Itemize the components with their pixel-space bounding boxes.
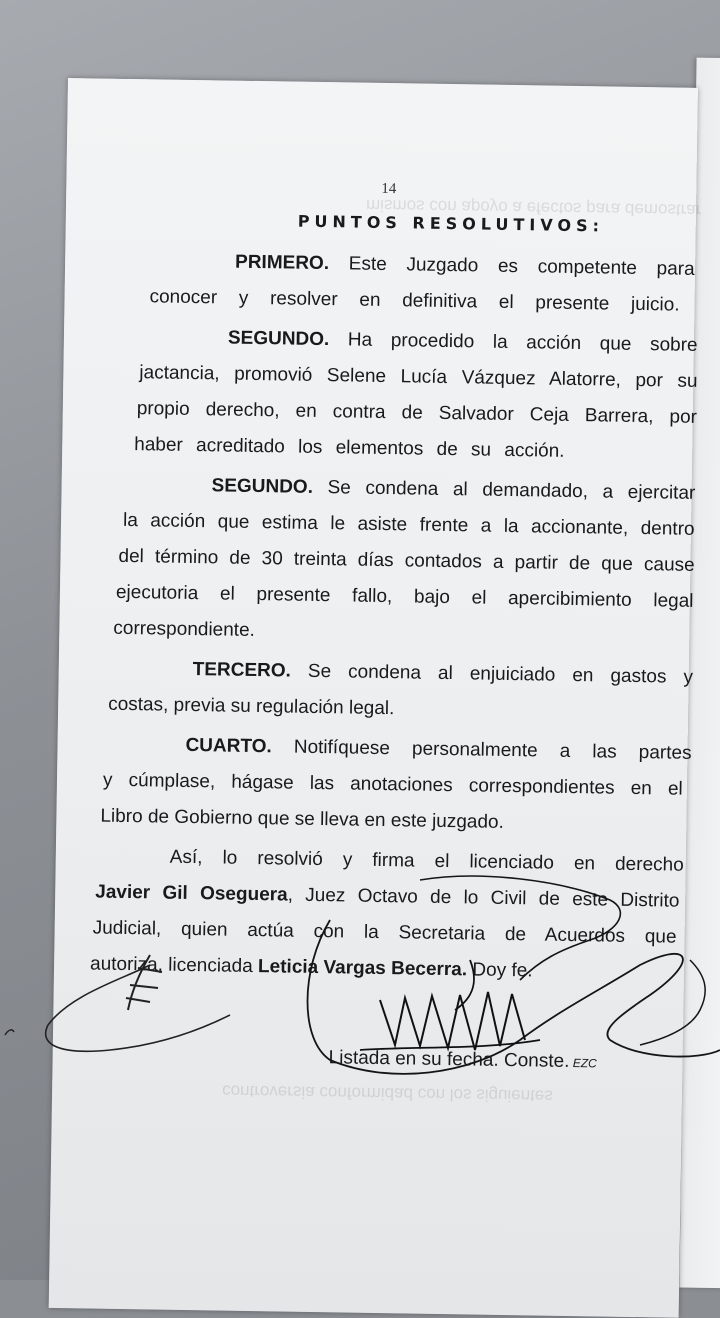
text-line: haber acreditado los elementos de su acción. xyxy=(134,434,565,462)
text-line: la acción que estima le asiste frente a la accionante, dentro xyxy=(122,509,695,540)
text-line: Así, lo resolvió y firma el licenciado en derecho xyxy=(169,846,684,876)
text-line: PRIMERO. Este Juzgado es competente para xyxy=(234,251,695,280)
bold-phrase: Leticia Vargas Becerra. xyxy=(257,956,468,981)
text-line: ejecutoria el presente fallo, bajo el apercibimiento legal xyxy=(115,581,694,612)
bold-phrase: TERCERO. xyxy=(192,659,292,682)
bold-phrase: SEGUNDO. xyxy=(211,475,314,498)
text-line: propio derecho, en contra de Salvador Ceja Barrera, por xyxy=(136,398,698,428)
text-line: y cúmplase, hágase las anotaciones correspondientes en el xyxy=(102,769,683,800)
text-line: Javier Gil Oseguera, Juez Octavo de lo Civil de este Distrito xyxy=(95,881,680,912)
clerk-initials: EZC xyxy=(569,1055,597,1071)
section-heading: PUNTOS RESOLUTIVOS: xyxy=(297,211,605,236)
bold-phrase: Javier Gil Oseguera xyxy=(95,881,288,906)
bleed-through-text: controversia conformidad con los siguientes xyxy=(221,1081,553,1106)
text-line: autoriza, licenciada Leticia Vargas Becerra. Doy fe. xyxy=(89,953,533,982)
text-line: costas, previa su regulación legal. xyxy=(108,693,395,720)
text-line: Judicial, quien actúa con la Secretaria de Acuerdos que xyxy=(92,917,677,948)
text-line: TERCERO. Se condena al enjuiciado en gastos y xyxy=(192,659,694,688)
bold-phrase: PRIMERO. xyxy=(234,251,330,275)
text-line: Listada en su fecha. Conste. EZC xyxy=(328,1047,597,1072)
text-line: Libro de Gobierno que se lleva en este juzgado. xyxy=(100,805,505,833)
bold-phrase: SEGUNDO. xyxy=(227,327,330,351)
document-page xyxy=(49,78,702,1318)
bold-phrase: CUARTO. xyxy=(185,734,272,758)
text-line: jactancia, promovió Selene Lucía Vázquez Alatorre, por su xyxy=(139,362,698,392)
page-number: 14 xyxy=(381,180,397,198)
bleed-through-text: mismos con apoyo a efectos para demostrar xyxy=(365,195,702,220)
text-line: SEGUNDO. Se condena al demandado, a ejercitar xyxy=(211,475,696,504)
text-line: CUARTO. Notifíquese personalmente a las partes xyxy=(185,734,692,764)
text-line: conocer y resolver en definitiva el presente juicio. xyxy=(149,286,680,316)
text-line: del término de 30 treinta días contados a partir de que cause xyxy=(118,545,695,576)
text-line: SEGUNDO. Ha procedido la acción que sobre xyxy=(227,327,698,356)
text-line: correspondiente. xyxy=(113,617,256,642)
